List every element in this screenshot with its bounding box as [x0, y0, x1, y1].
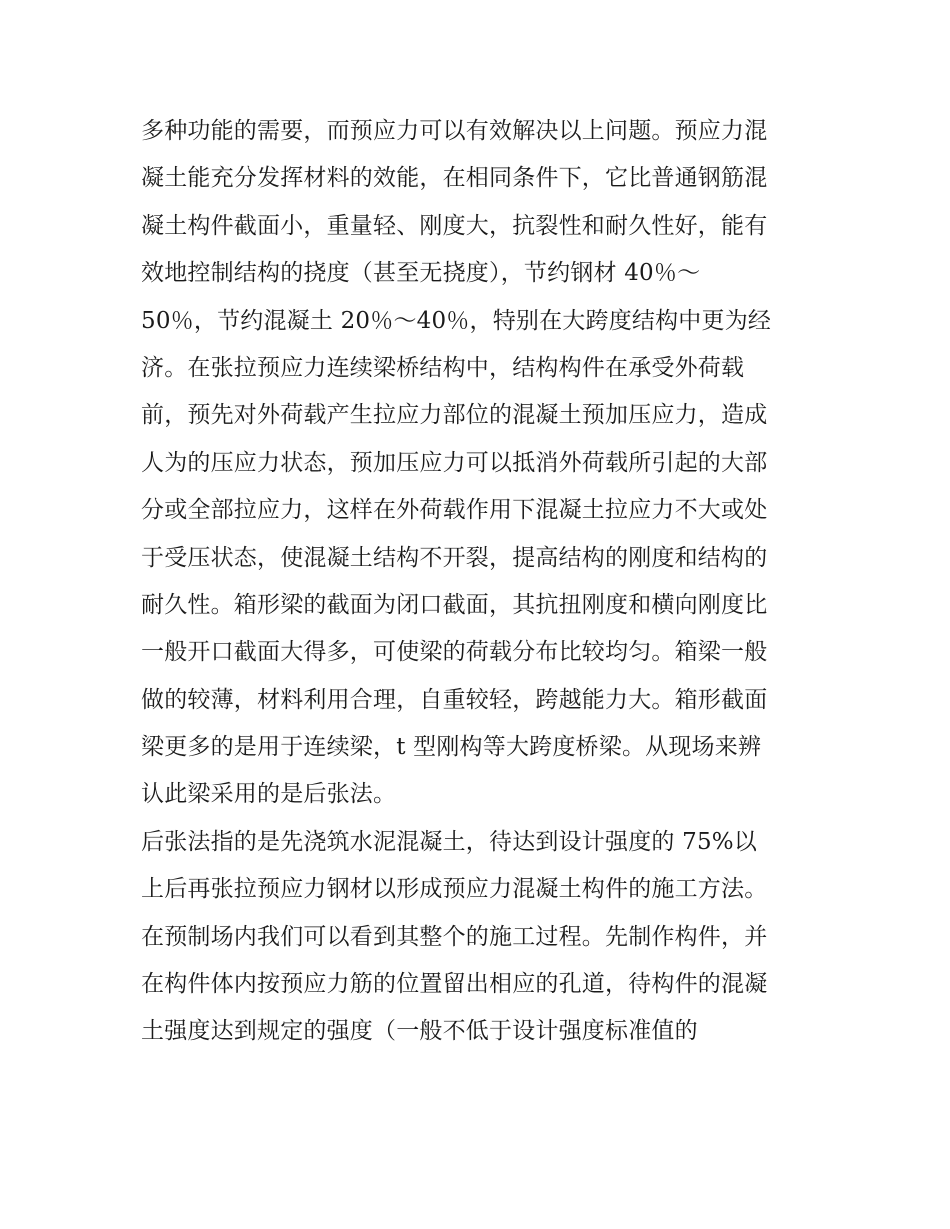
text-line: 人为的压应力状态，预加压应力可以抵消外荷载所引起的大部 — [141, 449, 768, 476]
text-line: 济。在张拉预应力连续梁桥结构中，结构构件在承受外荷载 — [141, 354, 745, 381]
text-line: 一般开口截面大得多，可使梁的荷载分布比较均匀。箱梁一般 — [141, 639, 768, 666]
text-line: 认此梁采用的是后张法。 — [141, 781, 397, 808]
body-text — [141, 108, 821, 1056]
text-line: 多种功能的需要，而预应力可以有效解决以上问题。预应力混 — [141, 118, 768, 144]
text-line: 凝土构件截面小，重量轻、刚度大，抗裂性和耐久性好，能有 — [141, 212, 768, 239]
text-line: 在构件体内按预应力筋的位置留出相应的孔道，待构件的混凝 — [141, 971, 768, 998]
text-line: 梁更多的是用于连续梁，t 型刚构等大跨度桥梁。从现场来辨 — [141, 734, 762, 761]
text-line: 50％，节约混凝土 20％～40％，特别在大跨度结构中更为经 — [141, 307, 772, 334]
text-line: 后张法指的是先浇筑水泥混凝土，待达到设计强度的 75%以 — [141, 828, 758, 855]
text-line: 土强度达到规定的强度（一般不低于设计强度标准值的 — [141, 1018, 698, 1045]
text-line: 做的较薄，材料利用合理，自重较轻，跨越能力大。箱形截面 — [141, 686, 768, 713]
text-line: 于受压状态，使混凝土结构不开裂，提高结构的刚度和结构的 — [141, 544, 768, 571]
text-line: 效地控制结构的挠度（甚至无挠度），节约钢材 40％～ — [141, 260, 701, 287]
text-line: 凝土能充分发挥材料的效能，在相同条件下，它比普通钢筋混 — [141, 165, 768, 192]
text-line: 耐久性。箱形梁的截面为闭口截面，其抗扭刚度和横向刚度比 — [141, 591, 768, 618]
text-line: 在预制场内我们可以看到其整个的施工过程。先制作构件，并 — [141, 923, 768, 950]
text-line: 上后再张拉预应力钢材以形成预应力混凝土构件的施工方法。 — [141, 876, 768, 903]
text-line: 分或全部拉应力，这样在外荷载作用下混凝土拉应力不大或处 — [141, 497, 768, 524]
text-line: 前，预先对外荷载产生拉应力部位的混凝土预加压应力，造成 — [141, 402, 768, 429]
